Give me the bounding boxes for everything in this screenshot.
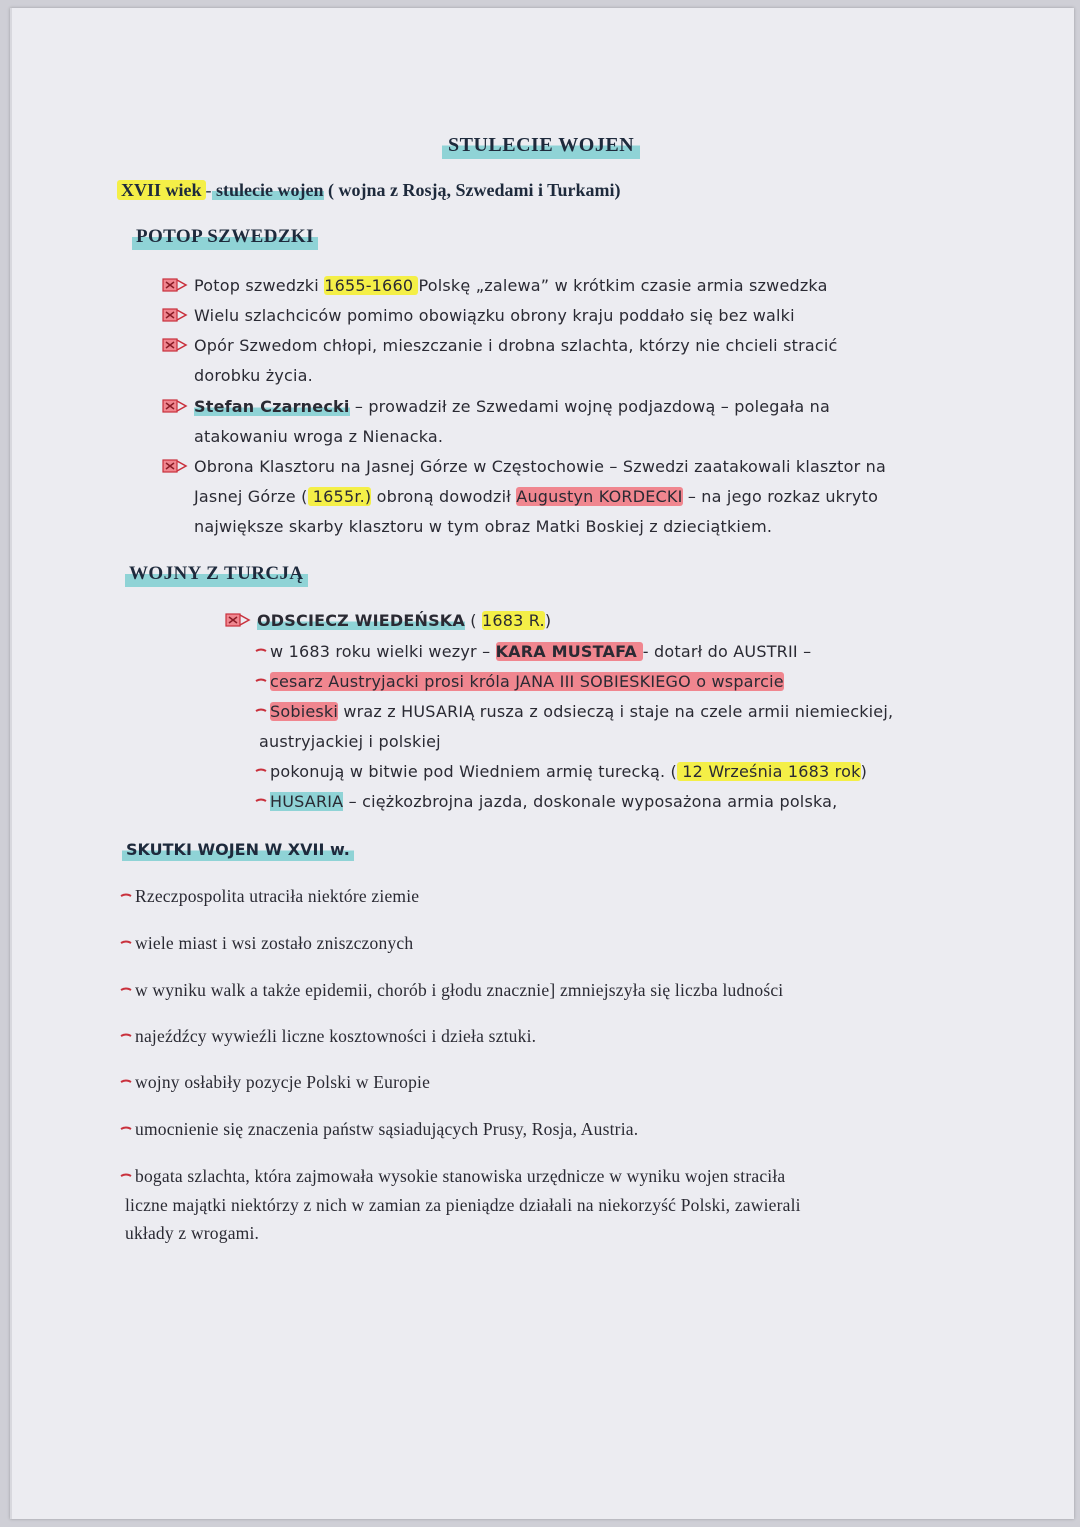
skutki-last-line2: liczne majątki niektórzy z nich w zamian za pieniądze działali na niekorzyść Polski, zawierali — [125, 1195, 801, 1215]
turcja-line-2 — [255, 672, 784, 691]
skutki-item — [120, 1072, 430, 1093]
turcja-line-5-name: HUSARIA — [270, 792, 344, 811]
potop-item-3-line2: dorobku życia. — [194, 366, 313, 385]
dash-bullet-icon — [120, 1079, 132, 1085]
potop-item-4-rest: – prowadził ze Szwedami wojnę podjazdową – polegała na — [349, 397, 831, 416]
skutki-item-text: umocnienie się znaczenia państw sąsiadujących Prusy, Rosja, Austria. — [135, 1119, 639, 1139]
turcja-line-4-close: ) — [860, 762, 868, 781]
section-heading-turcja: WOJNY Z TURCJĄ — [125, 563, 308, 587]
potop-item-5-line1: Obrona Klasztoru na Jasnej Górze w Częstochowie – Szwedzi zaatakowali klasztor na — [194, 457, 887, 476]
turcja-subheading-close: ) — [544, 611, 552, 630]
dash-bullet-icon — [120, 1126, 132, 1132]
dash-bullet-icon — [255, 708, 267, 714]
intro-highlight: XVII wiek — [117, 180, 206, 200]
intro-rest: ( wojna z Rosją, Szwedami i Turkami) — [323, 180, 621, 200]
turcja-line-3-rest: wraz z HUSARIĄ rusza z odsieczą i staje na czele armii niemieckiej, — [338, 702, 894, 721]
section-heading-skutki: SKUTKI WOJEN W XVII w. — [122, 840, 354, 861]
x-bullet-icon — [162, 399, 188, 413]
skutki-item-text: Rzeczpospolita utraciła niektóre ziemie — [135, 886, 420, 906]
x-bullet-icon — [162, 338, 188, 352]
turcja-line-3-name: Sobieski — [270, 702, 339, 721]
dash-bullet-icon — [120, 940, 132, 946]
dash-bullet-icon — [120, 1173, 132, 1179]
document-page — [10, 8, 1074, 1519]
potop-item-4-line2: atakowaniu wroga z Nienacka. — [194, 427, 444, 446]
x-bullet-icon — [225, 613, 251, 627]
turcja-line-4 — [255, 762, 867, 781]
page-title: STULECIE WOJEN — [442, 134, 640, 159]
skutki-item-text: w wyniku walk a także epidemii, chorób i głodu znacznie] zmniejszyła się liczba ludności — [135, 980, 784, 1000]
dash-bullet-icon — [120, 1033, 132, 1039]
potop-item-3-line1: Opór Szwedom chłopi, mieszczanie i drobna szlachta, którzy nie chcieli stracić — [194, 336, 838, 355]
turcja-line-1-name: KARA MUSTAFA — [495, 642, 643, 661]
dash-bullet-icon — [120, 893, 132, 899]
skutki-item — [120, 980, 783, 1001]
potop-item-5-date: 1655r.) — [307, 487, 372, 506]
potop-item-5-line3: największe skarby klasztoru w tym obraz Matki Boskiej z dzieciątkiem. — [194, 517, 773, 536]
dash-bullet-icon — [255, 648, 267, 654]
skutki-item-text: wojny osłabiły pozycje Polski w Europie — [135, 1072, 431, 1092]
turcja-subheading-paren: ( — [464, 611, 482, 630]
skutki-item-text: wiele miast i wsi zostało zniszczonych — [135, 933, 414, 953]
potop-item-4-name: Stefan Czarnecki — [194, 397, 350, 416]
turcja-subheading-title: ODSCIECZ WIEDEŃSKA — [257, 611, 465, 630]
x-bullet-icon — [162, 308, 188, 322]
intro-line — [117, 180, 621, 201]
skutki-last-item — [120, 1166, 785, 1187]
potop-item-2-text: Wielu szlachciców pomimo obowiązku obrony kraju poddało się bez walki — [194, 306, 795, 325]
potop-item-5 — [162, 457, 886, 476]
potop-item-3 — [162, 336, 838, 355]
potop-item-2 — [162, 306, 795, 325]
turcja-line-2-text: cesarz Austryjacki prosi króla JANA III SOBIESKIEGO o wsparcie — [270, 672, 784, 691]
turcja-line-1-post: - dotarł do AUSTRII – — [642, 642, 812, 661]
dash-bullet-icon — [120, 987, 132, 993]
intro-bold: stulecie wojen — [211, 180, 324, 200]
potop-item-1-pre: Potop szwedzki — [194, 276, 325, 295]
potop-item-1 — [162, 276, 828, 295]
dash-bullet-icon — [255, 768, 267, 774]
turcja-line-3-line2: austryjackiej i polskiej — [259, 732, 441, 751]
skutki-item — [120, 933, 413, 954]
turcja-line-5-rest: – ciężkozbrojna jazda, doskonale wyposażona armia polska, — [343, 792, 838, 811]
turcja-line-4-pre: pokonują w bitwie pod Wiedniem armię turecką. ( — [270, 762, 677, 781]
turcja-line-3 — [255, 702, 893, 721]
turcja-line-5 — [255, 792, 837, 811]
dash-bullet-icon — [255, 798, 267, 804]
potop-item-5-post: – na jego rozkaz ukryto — [682, 487, 879, 506]
skutki-item — [120, 1119, 638, 1140]
potop-item-1-post: Polskę „zalewa” w krótkim czasie armia szwedzka — [418, 276, 828, 295]
potop-item-5-line2 — [194, 487, 878, 506]
potop-item-5-pre: Jasnej Górze ( — [194, 487, 308, 506]
skutki-last-line1: bogata szlachta, która zajmowała wysokie stanowiska urzędnicze w wyniku wojen straciła — [135, 1166, 786, 1186]
turcja-subheading-date: 1683 R. — [482, 611, 545, 630]
turcja-line-1 — [255, 642, 811, 661]
skutki-last-line3: układy z wrogami. — [125, 1223, 260, 1243]
turcja-line-1-pre: w 1683 roku wielki wezyr – — [270, 642, 496, 661]
potop-item-1-date: 1655-1660 — [324, 276, 419, 295]
potop-item-4 — [162, 397, 830, 416]
skutki-item — [120, 886, 419, 907]
potop-item-5-mid: obroną dowodził — [371, 487, 517, 506]
dash-bullet-icon — [255, 678, 267, 684]
section-heading-potop: POTOP SZWEDZKI — [132, 226, 318, 250]
potop-item-5-name: Augustyn KORDECKI — [516, 487, 683, 506]
x-bullet-icon — [162, 278, 188, 292]
turcja-line-4-date: 12 Września 1683 rok — [677, 762, 861, 781]
turcja-subheading — [225, 611, 551, 630]
skutki-item-text: najeźdźcy wywieźli liczne kosztowności i dzieła sztuki. — [135, 1026, 537, 1046]
x-bullet-icon — [162, 459, 188, 473]
intro-dash: - — [205, 180, 212, 200]
skutki-item — [120, 1026, 536, 1047]
